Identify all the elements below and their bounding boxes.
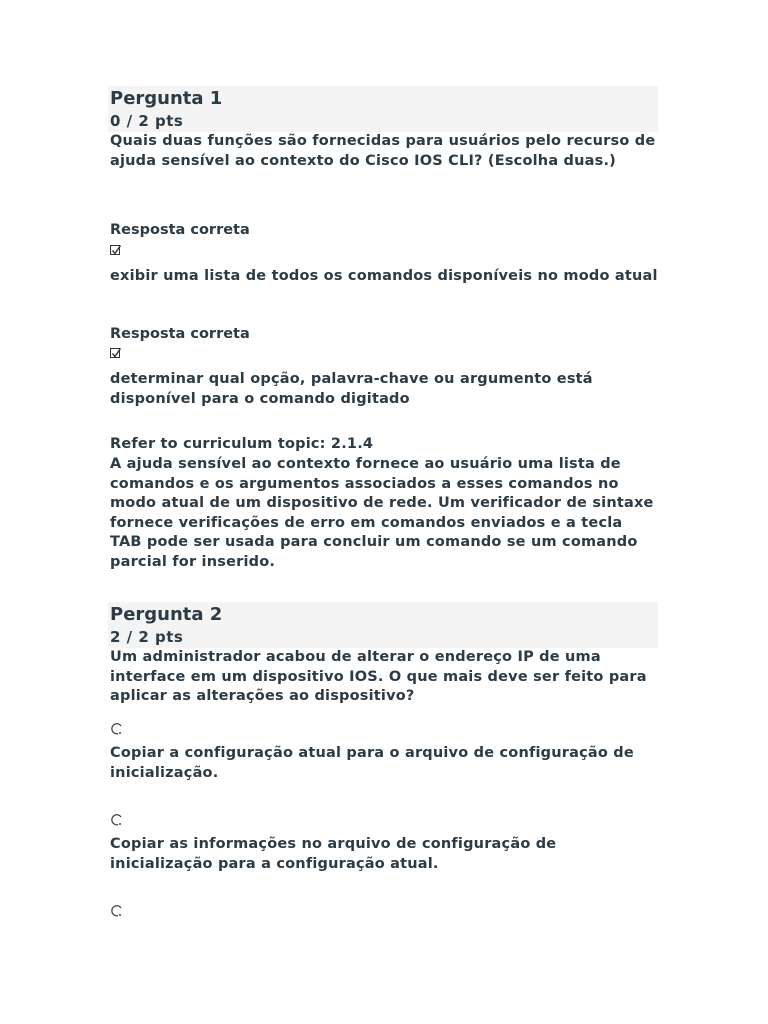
question-1-prompt: Quais duas funções são fornecidas para usuários pelo recurso de ajuda sensível ao contexto do Cisco IOS CLI? (Escolha duas.)	[110, 133, 656, 169]
checkbox-checked-icon[interactable]	[110, 348, 120, 358]
question-1-points: 0 / 2 pts	[110, 112, 184, 130]
answer-option-text: exibir uma lista de todos os comandos disponíveis no modo atual	[110, 268, 658, 284]
answer-option-text[interactable]: Copiar a configuração atual para o arquivo de configuração de inicialização.	[110, 745, 634, 781]
answer-option-text: determinar qual opção, palavra-chave ou argumento está disponível para o comando digitado	[110, 371, 593, 407]
answer-option-text[interactable]: Copiar as informações no arquivo de configuração de inicialização para a configuração atual.	[110, 836, 557, 872]
question-2-points: 2 / 2 pts	[110, 628, 184, 646]
question-1-title: Pergunta 1	[110, 88, 223, 109]
question-2-header	[108, 602, 658, 648]
radio-unselected-icon[interactable]	[110, 721, 124, 735]
radio-unselected-icon[interactable]	[110, 903, 124, 917]
question-2-prompt: Um administrador acabou de alterar o endereço IP de uma interface em um dispositivo IOS. O que mais deve ser feito para aplicar as alterações ao dispositivo?	[110, 649, 647, 704]
correct-answer-label: Resposta correta	[110, 326, 250, 342]
answer-explanation: A ajuda sensível ao contexto fornece ao usuário uma lista de comandos e os argumentos associados a esses comandos no modo atual de um dispositivo de rede. Um verificador de sintaxe fornece verificações de erro em comandos enviados e a tecla TAB pode ser usada para concluir um comando se um comando parcial for inserido.	[110, 456, 654, 570]
correct-answer-label: Resposta correta	[110, 222, 250, 238]
checkbox-checked-icon[interactable]	[110, 245, 120, 255]
radio-unselected-icon[interactable]	[110, 812, 124, 826]
question-2-title: Pergunta 2	[110, 604, 223, 625]
question-1-header	[108, 86, 658, 132]
curriculum-topic: Refer to curriculum topic: 2.1.4	[110, 436, 374, 452]
